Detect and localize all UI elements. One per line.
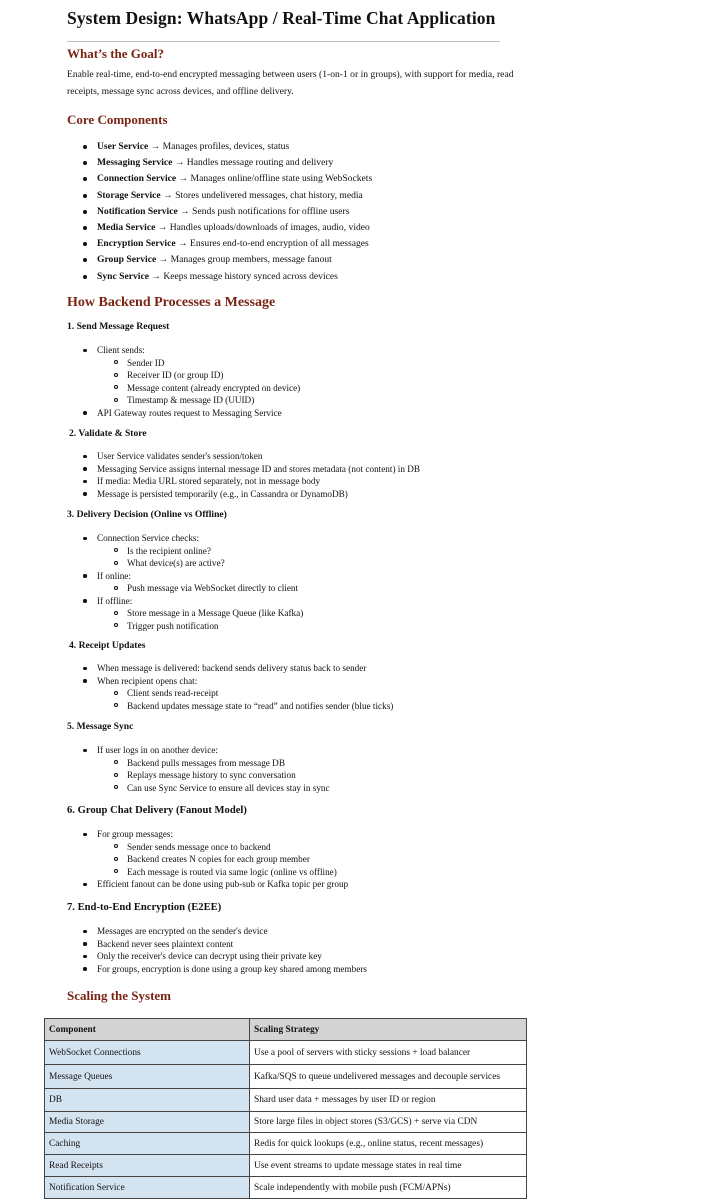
sub-list-item: Store message in a Message Queue (like Kafka) [97, 607, 303, 620]
list-item: If user logs in on another device: Backend pulls messages from message DB Replays message history to sync conversation Can use Sync Service to ensure all devices stay in sync [97, 745, 330, 793]
list-item: If online: Push message via WebSocket directly to client [97, 570, 303, 595]
list-item: Messages are encrypted on the sender's device [97, 925, 367, 938]
table-cell: Notification Service [45, 1177, 250, 1199]
list-item: API Gateway routes request to Messaging Service [97, 407, 300, 420]
table-header-row [45, 1019, 527, 1041]
list-item: Only the receiver's device can decrypt using their private key [97, 950, 367, 963]
table-cell: DB [45, 1089, 250, 1112]
table-cell: Media Storage [45, 1112, 250, 1133]
sub-list-item: Is the recipient online? [97, 545, 303, 558]
list-item: Backend never sees plaintext content [97, 938, 367, 951]
table-row [45, 1089, 527, 1112]
sub-list-item: Sender sends message once to backend [97, 841, 348, 854]
list-item: Media Service → Handles uploads/downloads of images, audio, video [97, 220, 372, 236]
table-cell: Caching [45, 1133, 250, 1155]
scaling-heading: Scaling the System [67, 988, 171, 1003]
table-cell: WebSocket Connections [45, 1041, 250, 1065]
sub-list-item: Replays message history to sync conversation [97, 769, 330, 782]
sub-list-item: Receiver ID (or group ID) [97, 369, 300, 382]
list-item: If offline: Store message in a Message Queue (like Kafka) Trigger push notification [97, 595, 304, 631]
sub-list-item: Client sends read-receipt [97, 687, 393, 700]
list-item: For groups, encryption is done using a group key shared among members [97, 963, 367, 974]
sub-list-item: Push message via WebSocket directly to client [97, 582, 303, 595]
title-divider [67, 41, 500, 42]
step-3-title: 3. Delivery Decision (Online vs Offline) [67, 509, 227, 520]
sub-list-item: Trigger push notification [97, 620, 303, 633]
table-cell: Message Queues [45, 1065, 250, 1089]
step-1-title: 1. Send Message Request [67, 321, 170, 332]
step-1-list [97, 344, 300, 419]
sub-list-item: Timestamp & message ID (UUID) [97, 394, 300, 407]
step-4-list [97, 662, 393, 712]
sub-list-item: Sender ID [97, 357, 300, 370]
step-5-list [97, 744, 330, 794]
list-item: For group messages: Sender sends message once to backend Backend creates N copies for each group member Each message is routed via same logic (online vs offline) [97, 828, 348, 878]
list-item: Encryption Service → Ensures end-to-end encryption of all messages [97, 236, 372, 252]
step-3-list [97, 532, 303, 632]
sub-list-item: Each message is routed via same logic (online vs offline) [97, 866, 348, 879]
table-cell: Read Receipts [45, 1155, 250, 1177]
list-item: User Service → Manages profiles, devices, status [97, 139, 372, 155]
sub-list-item: Backend pulls messages from message DB [97, 757, 330, 770]
step-2-list [97, 450, 420, 500]
table-header-strategy: Scaling Strategy [250, 1019, 527, 1041]
list-item: Messaging Service assigns internal message ID and stores metadata (not content) in DB [97, 463, 421, 474]
list-item: Messaging Service → Handles message routing and delivery [97, 155, 372, 171]
step-7-list [97, 925, 367, 975]
list-item: Storage Service → Stores undelivered messages, chat history, media [97, 188, 372, 204]
goal-heading: What’s the Goal? [67, 46, 165, 61]
table-row [45, 1065, 527, 1089]
list-item: If media: Media URL stored separately, not in message body [97, 475, 420, 488]
list-item: When message is delivered: backend sends delivery status back to sender [97, 662, 393, 675]
goal-text: Enable real-time, end-to-end encrypted messaging between users (1-on-1 or in groups), with support for media, read receipts, message sync across devices, and offline delivery. [67, 69, 514, 97]
list-item: Notification Service → Sends push notifications for offline users [97, 204, 372, 220]
list-item: Efficient fanout can be done using pub-sub or Kafka topic per group [97, 879, 349, 889]
page-title: System Design: WhatsApp / Real-Time Chat Application [67, 8, 496, 28]
list-item: Connection Service checks: Is the recipient online? What device(s) are active? [97, 532, 303, 570]
table-row [45, 1133, 527, 1155]
sub-list-item: Backend creates N copies for each group member [97, 853, 348, 866]
list-item: Group Service → Manages group members, message fanout [97, 252, 372, 268]
step-5-title: 5. Message Sync [67, 721, 134, 732]
list-item: When recipient opens chat: Client sends read-receipt Backend updates message state to “read” and notifies sender (blue ticks) [97, 675, 394, 711]
list-item: Message is persisted temporarily (e.g., in Cassandra or DynamoDB) [97, 488, 420, 501]
table-cell: Kafka/SQS to queue undelivered messages and decouple services [250, 1065, 527, 1089]
step-2-title: 2. Validate & Store [69, 428, 147, 439]
scaling-table [44, 1018, 527, 1199]
table-row [45, 1177, 527, 1199]
step-6-title: 6. Group Chat Delivery (Fanout Model) [67, 805, 247, 816]
backend-heading: How Backend Processes a Message [67, 295, 276, 310]
list-item: Connection Service → Manages online/offline state using WebSockets [97, 171, 372, 187]
table-cell: Use event streams to update message states in real time [250, 1155, 527, 1177]
components-heading: Core Components [67, 112, 168, 127]
table-cell: Redis for quick lookups (e.g., online status, recent messages) [250, 1133, 527, 1155]
step-6-list [97, 828, 348, 891]
list-item: User Service validates sender's session/token [97, 450, 420, 463]
table-cell: Store large files in object stores (S3/GCS) + serve via CDN [250, 1112, 527, 1133]
list-item: Client sends: Sender ID Receiver ID (or group ID) Message content (already encrypted on device) Timestamp & message ID (UUID) [97, 345, 301, 405]
step-4-title: 4. Receipt Updates [69, 640, 146, 651]
list-item: Sync Service → Keeps message history synced across devices [97, 269, 372, 285]
table-row [45, 1155, 527, 1177]
components-list [97, 139, 372, 285]
table-cell: Use a pool of servers with sticky sessions + load balancer [250, 1041, 527, 1065]
table-cell: Scale independently with mobile push (FCM/APNs) [250, 1177, 527, 1199]
sub-list-item: Can use Sync Service to ensure all devices stay in sync [97, 782, 330, 795]
table-row [45, 1112, 527, 1133]
step-7-title: 7. End-to-End Encryption (E2EE) [67, 902, 222, 913]
sub-list-item: Message content (already encrypted on device) [97, 382, 300, 395]
table-row [45, 1041, 527, 1065]
table-header-component: Component [45, 1019, 250, 1041]
table-cell: Shard user data + messages by user ID or region [250, 1089, 527, 1112]
sub-list-item: Backend updates message state to “read” and notifies sender (blue ticks) [97, 700, 393, 713]
sub-list-item: What device(s) are active? [97, 557, 303, 570]
